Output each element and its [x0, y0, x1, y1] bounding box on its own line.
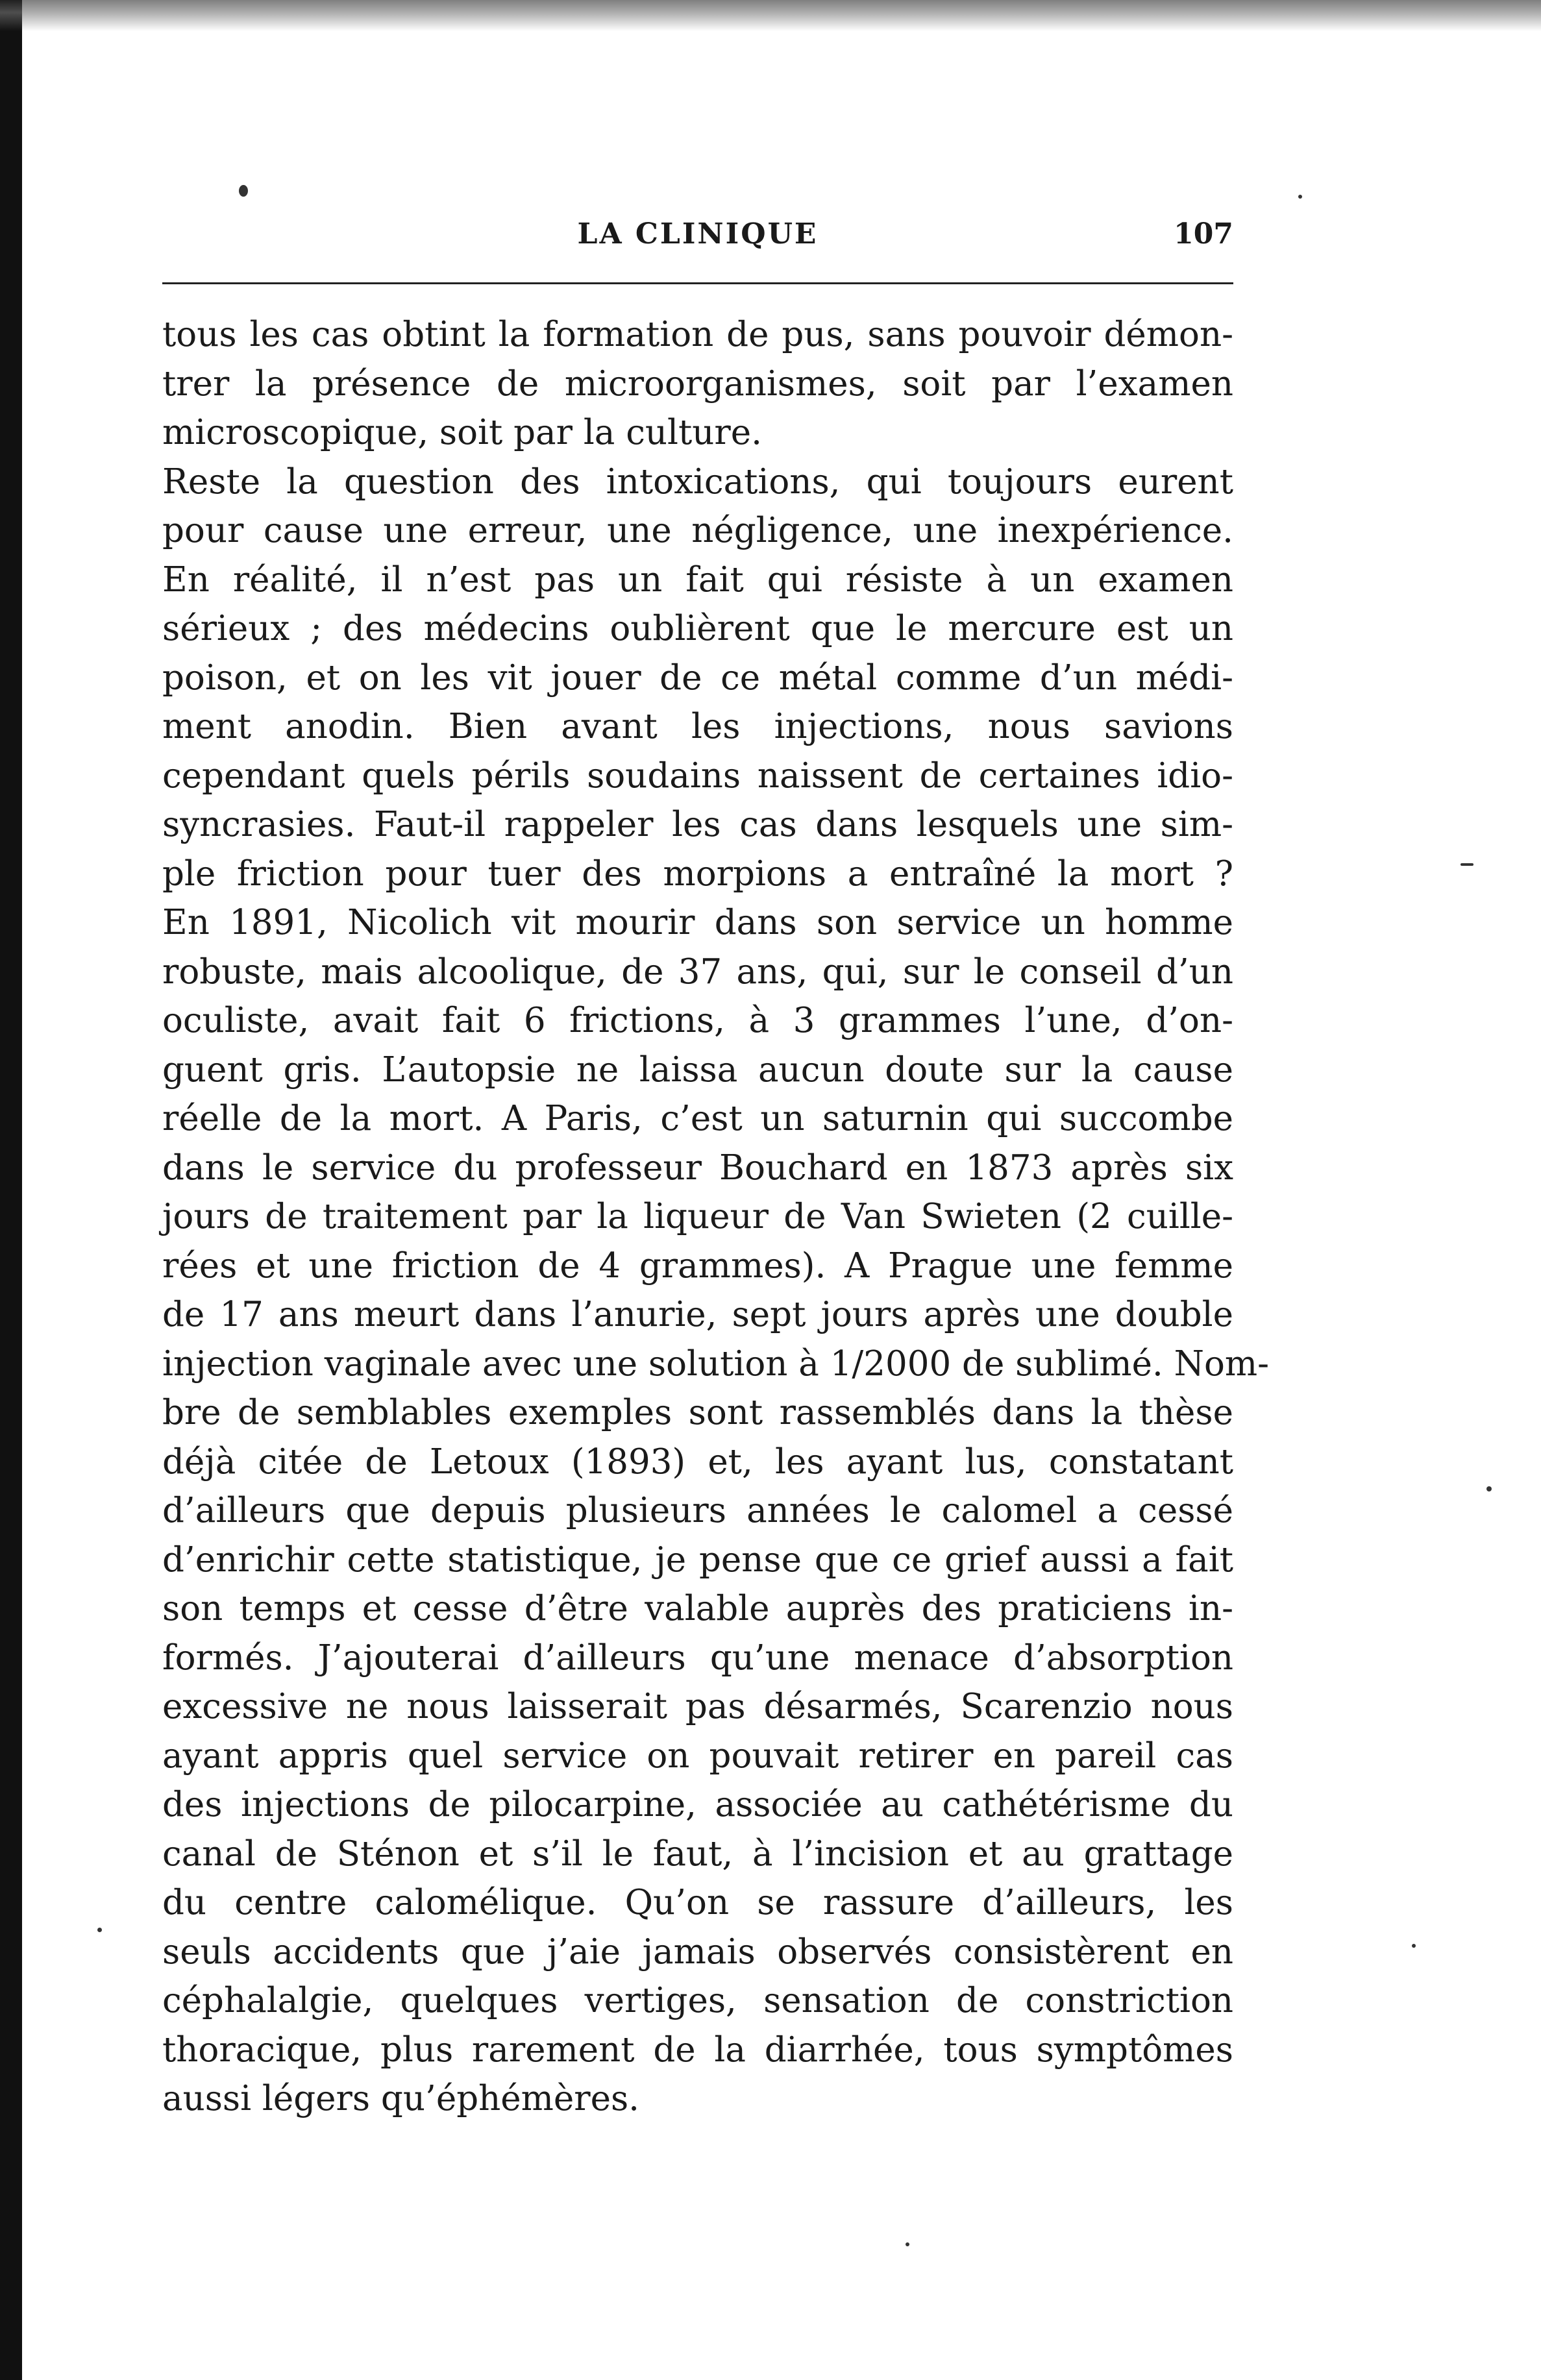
text-line: oculiste, avait fait 6 frictions, à 3 grammes l’une, d’on- [162, 1001, 1233, 1040]
text-line: formés. J’ajouterai d’ailleurs qu’une menace d’absorption [162, 1638, 1233, 1678]
text-line: d’ailleurs que depuis plusieurs années le calomel a cessé [162, 1491, 1233, 1530]
text-line: aussi légers qu’éphémères. [162, 2079, 639, 2118]
text-line: injection vaginale avec une solution à 1/2000 de sublimé. Nom- [162, 1343, 1270, 1384]
text-line: de 17 ans meurt dans l’anurie, sept jours après une double [162, 1295, 1233, 1334]
text-line: bre de semblables exemples sont rassemblés dans la thèse [162, 1393, 1233, 1432]
text-line: microscopique, soit par la culture. [162, 413, 762, 452]
text-line: réelle de la mort. A Paris, c’est un saturnin qui succombe [162, 1099, 1233, 1138]
body-text [162, 310, 1270, 2124]
text-line: sérieux ; des médecins oublièrent que le mercure est un [162, 609, 1233, 648]
text-line: syncrasies. Faut-il rappeler les cas dans lesquels une sim- [162, 805, 1233, 844]
scan-speck [97, 1928, 102, 1932]
text-line: tous les cas obtint la formation de pus, sans pouvoir démon- [162, 315, 1233, 354]
text-line: En 1891, Nicolich vit mourir dans son service un homme [162, 903, 1233, 942]
text-line: ayant appris quel service on pouvait retirer en pareil cas [162, 1736, 1233, 1776]
text-line: pour cause une erreur, une négligence, une inexpérience. [162, 511, 1233, 550]
text-line: guent gris. L’autopsie ne laissa aucun doute sur la cause [162, 1049, 1233, 1090]
text-line: robuste, mais alcoolique, de 37 ans, qui, sur le conseil d’un [162, 951, 1233, 992]
text-line: céphalalgie, quelques vertiges, sensation de constriction [162, 1981, 1233, 2020]
text-line: Reste la question des intoxications, qui toujours eurent [162, 461, 1233, 502]
text-line: son temps et cesse d’être valable auprès des praticiens in- [162, 1589, 1233, 1628]
text-line: seuls accidents que j’aie jamais observés consistèrent en [162, 1932, 1233, 1972]
text-line: cependant quels périls soudains naissent de certaines idio- [162, 755, 1233, 796]
text-line: En réalité, il n’est pas un fait qui résiste à un examen [162, 559, 1233, 600]
text-line: des injections de pilocarpine, associée au cathétérisme du [162, 1785, 1233, 1824]
text-line: canal de Sténon et s’il le faut, à l’incision et au grattage [162, 1834, 1233, 1874]
text-line: déjà citée de Letoux (1893) et, les ayant lus, constatant [162, 1441, 1233, 1482]
scan-speck [1461, 863, 1473, 866]
text-line: trer la présence de microorganismes, soit par l’examen [162, 363, 1233, 404]
text-line: jours de traitement par la liqueur de Van Swieten (2 cuille- [162, 1197, 1233, 1236]
scan-top-edge [0, 0, 1541, 31]
scan-speck [1298, 195, 1302, 199]
text-line: ple friction pour tuer des morpions a entraîné la mort ? [162, 853, 1233, 894]
text-line: ment anodin. Bien avant les injections, nous savions [162, 707, 1233, 746]
text-line: poison, et on les vit jouer de ce métal comme d’un médi- [162, 657, 1233, 698]
text-line: rées et une friction de 4 grammes). A Prague une femme [162, 1245, 1233, 1286]
text-line: dans le service du professeur Bouchard en 1873 après six [162, 1147, 1233, 1188]
scan-binding-edge [0, 0, 22, 2380]
page-number: 107 [1174, 217, 1233, 251]
running-title: LA CLINIQUE [577, 217, 819, 251]
scan-speck [1412, 1944, 1416, 1948]
text-line: du centre calomélique. Qu’on se rassure d’ailleurs, les [162, 1883, 1233, 1922]
text-line: excessive ne nous laisserait pas désarmés, Scarenzio nous [162, 1687, 1233, 1726]
scan-speck [906, 2242, 909, 2246]
scan-speck [1486, 1486, 1492, 1491]
scan-speck [239, 185, 248, 197]
header-rule [162, 282, 1233, 284]
page-header [162, 217, 1233, 263]
text-line: thoracique, plus rarement de la diarrhée, tous symptômes [162, 2030, 1233, 2070]
text-line: d’enrichir cette statistique, je pense que ce grief aussi a fait [162, 1540, 1233, 1580]
